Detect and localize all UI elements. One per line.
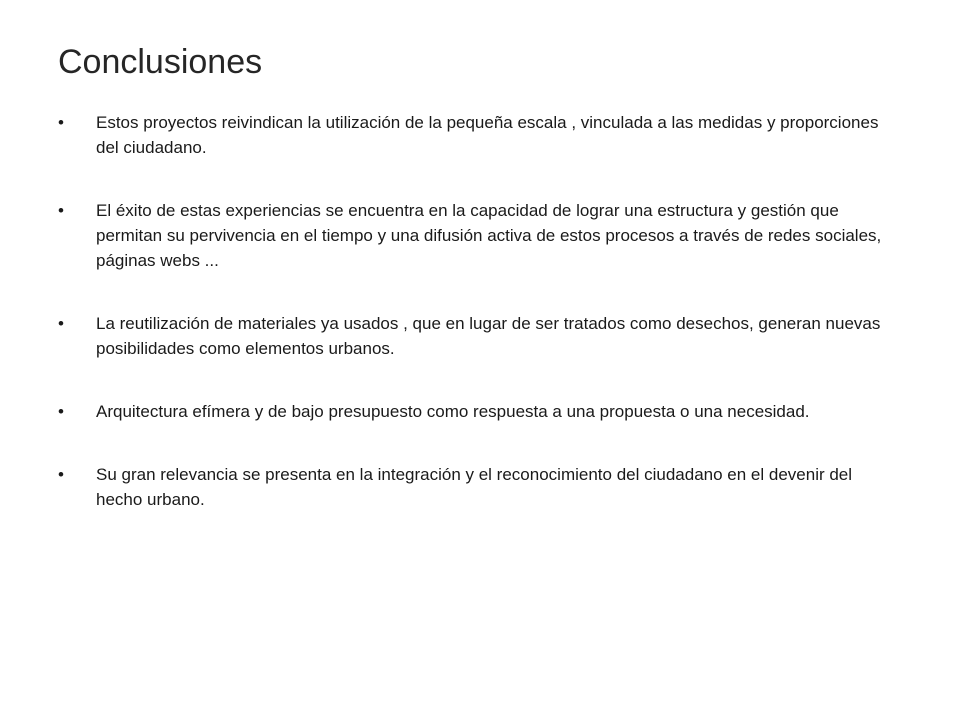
bullet-icon: • [58,113,64,132]
bullet-item [58,462,888,512]
bullet-icon: • [58,314,64,333]
bullet-icon: • [58,402,64,421]
bullet-list [58,110,888,550]
bullet-icon: • [58,465,64,484]
bullet-text: La reutilización de materiales ya usados , que en lugar de ser tratados como desechos, generan nuevas posibilidades como elementos urbanos. [96,314,881,358]
bullet-item [58,399,888,424]
bullet-item [58,198,888,273]
bullet-item [58,311,888,361]
bullet-text: Arquitectura efímera y de bajo presupuesto como respuesta a una propuesta o una necesidad. [96,402,810,421]
bullet-icon: • [58,201,64,220]
bullet-text: Estos proyectos reivindican la utilización de la pequeña escala , vinculada a las medidas y proporciones del ciudadano. [96,113,879,157]
bullet-text: Su gran relevancia se presenta en la integración y el reconocimiento del ciudadano en el devenir del hecho urbano. [96,465,853,509]
bullet-item [58,110,888,160]
slide-title: Conclusiones [58,43,263,81]
bullet-text: El éxito de estas experiencias se encuentra en la capacidad de lograr una estructura y gestión que permitan su pervivencia en el tiempo y una difusión activa de estos procesos a través de redes sociales, páginas webs ... [96,201,882,270]
